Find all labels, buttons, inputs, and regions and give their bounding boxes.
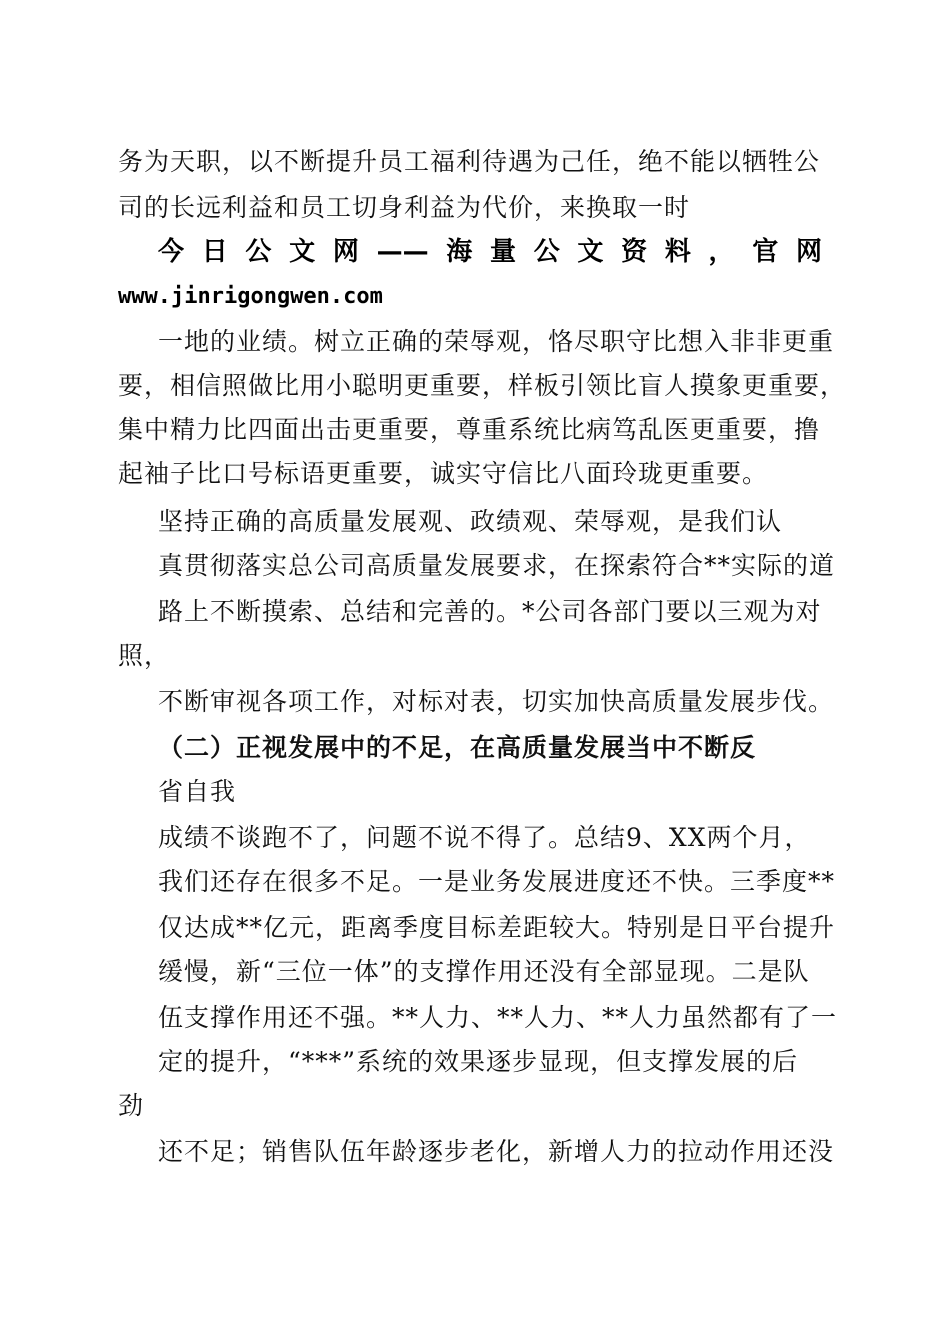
- paragraph-line: 仅达成**亿元，距离季度目标差距较大。特别是日平台提升: [158, 913, 836, 942]
- paragraph-line: 真贯彻落实总公司高质量发展要求，在探索符合**实际的道: [158, 551, 836, 580]
- paragraph-line: 不断审视各项工作，对标对表，切实加快高质量发展步伐。: [158, 687, 835, 716]
- paragraph-line: 一地的业绩。树立正确的荣辱观，恪尽职守比想入非非更重: [158, 327, 835, 356]
- paragraph-line: 定的提升，“***”系统的效果逐步显现，但支撑发展的后: [158, 1047, 799, 1076]
- paragraph-line: 务为天职，以不断提升员工福利待遇为己任，绝不能以牺牲公: [118, 147, 821, 176]
- paragraph-line: 缓慢，新“三位一体”的支撑作用还没有全部显现。二是队: [158, 957, 810, 986]
- paragraph-line: 劲: [118, 1091, 145, 1120]
- paragraph-line: 要，相信照做比用小聪明更重要，样板引领比盲人摸象更重要，: [118, 371, 847, 400]
- paragraph-line: 伍支撑作用还不强。**人力、**人力、**人力虽然都有了一: [158, 1003, 838, 1032]
- paragraph-line: 成绩不谈跑不了，问题不说不得了。总结9、XX两个月，: [158, 823, 811, 852]
- paragraph-line: 路上不断摸索、总结和完善的。*公司各部门要以三观为对: [158, 597, 822, 626]
- paragraph-line: 司的长远利益和员工切身利益为代价，来换取一时: [118, 193, 691, 222]
- watermark-banner-title: 今日公文网——海量公文资料，官网: [158, 237, 822, 267]
- paragraph-line: 起袖子比口号标语更重要，诚实守信比八面玲珑更重要。: [118, 459, 769, 488]
- paragraph-line: 照，: [118, 641, 171, 670]
- section-heading-continuation: 省自我: [158, 777, 237, 806]
- section-heading: （二）正视发展中的不足，在高质量发展当中不断反: [158, 733, 757, 762]
- paragraph-line: 我们还存在很多不足。一是业务发展进度还不快。三季度**: [158, 867, 836, 896]
- paragraph-line: 坚持正确的高质量发展观、政绩观、荣辱观，是我们认: [158, 507, 783, 536]
- paragraph-line: 还不足；销售队伍年龄逐步老化，新增人力的拉动作用还没: [158, 1137, 835, 1166]
- watermark-url: www.jinrigongwen.com: [118, 284, 383, 309]
- paragraph-line: 集中精力比四面出击更重要，尊重系统比病笃乱医更重要，撸: [118, 415, 821, 444]
